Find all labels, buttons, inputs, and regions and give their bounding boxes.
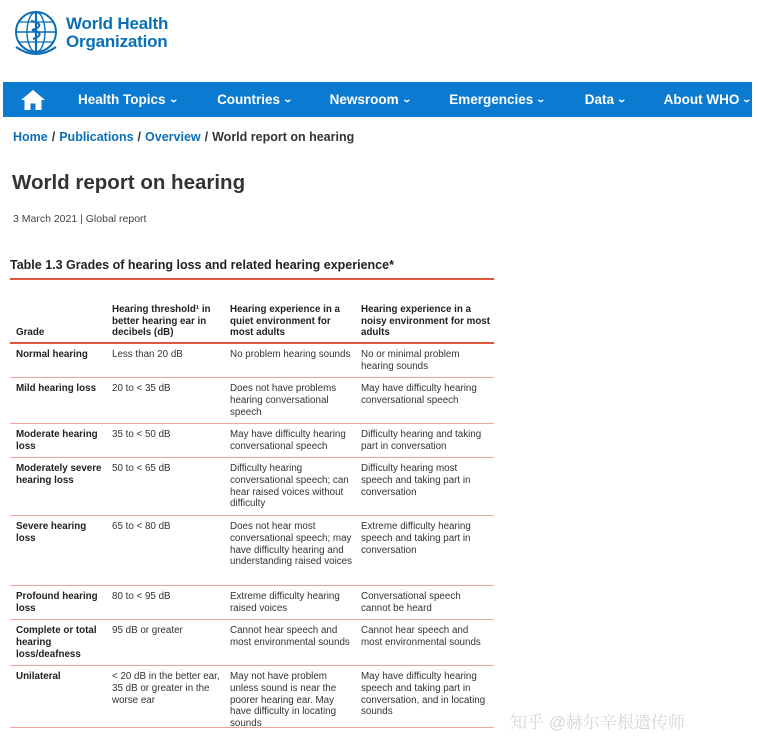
nav-item-health-topics[interactable] — [78, 92, 177, 107]
nav-item-label: Countries — [217, 92, 281, 107]
threshold-cell: 80 to < 95 dB — [112, 591, 171, 603]
grade-cell: Moderate hearing loss — [16, 429, 98, 452]
nav-item-data[interactable] — [585, 92, 626, 107]
threshold-cell: 35 to < 50 dB — [112, 429, 171, 441]
quiet-experience-cell: Cannot hear speech and most environmental sounds — [230, 625, 350, 648]
quiet-experience-cell: May not have problem unless sound is near the poorer hearing ear. May have difficulty in locating sounds — [230, 671, 337, 729]
noisy-experience-cell: Extreme difficulty hearing speech and taking part in conversation — [361, 521, 471, 556]
quiet-experience-cell: Extreme difficulty hearing raised voices — [230, 591, 340, 614]
logo-line-1: World Health — [66, 14, 169, 33]
table-row — [10, 666, 494, 728]
threshold-cell: 65 to < 80 dB — [112, 521, 171, 533]
grade-cell: Profound hearing loss — [16, 591, 98, 614]
chevron-down-icon: ⌄ — [741, 94, 753, 104]
noisy-experience-cell: May have difficulty hearing conversational speech — [361, 383, 477, 406]
column-header: Hearing experience in a quiet environment for most adults — [230, 304, 340, 339]
table-row — [10, 458, 494, 516]
nav-item-label: Data — [584, 92, 615, 107]
nav-item-about-who[interactable] — [664, 92, 751, 107]
noisy-experience-cell: Difficulty hearing most speech and taking part in conversation — [361, 463, 471, 498]
noisy-experience-cell: Cannot hear speech and most environmental sounds — [361, 625, 481, 648]
table-row — [10, 620, 494, 666]
grade-cell: Severe hearing loss — [16, 521, 87, 544]
noisy-experience-cell: No or minimal problem hearing sounds — [361, 349, 460, 372]
publication-meta: 3 March 2021 | Global report — [13, 213, 147, 225]
quiet-experience-cell: No problem hearing sounds — [230, 349, 351, 361]
noisy-experience-cell: Conversational speech cannot be heard — [361, 591, 461, 614]
quiet-experience-cell: Difficulty hearing conversational speech; can hear raised voices without difficulty — [230, 463, 349, 510]
nav-home-button[interactable] — [3, 82, 63, 117]
watermark: 知乎 @赫尔辛根遗传师 — [510, 713, 685, 732]
breadcrumb-link-publications[interactable]: Publications — [59, 130, 134, 144]
breadcrumb-separator: / — [204, 130, 209, 144]
nav-item-label: Emergencies — [449, 92, 534, 107]
table-row — [10, 516, 494, 586]
nav-item-label: Newsroom — [329, 92, 399, 107]
column-header: Grade — [16, 327, 45, 339]
table-row — [10, 344, 494, 378]
quiet-experience-cell: Does not hear most conversational speech; may have difficulty hearing and understanding raised voices — [230, 521, 352, 568]
chevron-down-icon: ⌄ — [401, 94, 412, 104]
caption-divider — [10, 278, 494, 280]
main-nav — [3, 82, 752, 117]
nav-item-emergencies[interactable] — [449, 92, 545, 107]
noisy-experience-cell: May have difficulty hearing speech and taking part in conversation, and in locating sounds — [361, 671, 486, 718]
nav-item-label: About WHO — [663, 92, 740, 107]
home-icon — [20, 89, 46, 111]
threshold-cell: 95 dB or greater — [112, 625, 183, 637]
who-logo[interactable] — [12, 9, 168, 57]
threshold-cell: < 20 dB in the better ear, 35 dB or greater in the worse ear — [112, 671, 220, 706]
table-header-row — [10, 300, 494, 344]
table-row — [10, 586, 494, 620]
page-title: World report on hearing — [12, 171, 246, 194]
grade-cell: Moderately severe hearing loss — [16, 463, 102, 486]
threshold-cell: 50 to < 65 dB — [112, 463, 171, 475]
table-row — [10, 378, 494, 424]
chevron-down-icon: ⌄ — [535, 94, 547, 104]
noisy-experience-cell: Difficulty hearing and taking part in conversation — [361, 429, 482, 452]
hearing-loss-table — [10, 300, 494, 728]
chevron-down-icon: ⌄ — [168, 94, 179, 104]
breadcrumb-link-overview[interactable]: Overview — [145, 130, 201, 144]
column-header: Hearing experience in a noisy environment for most adults — [361, 304, 491, 339]
nav-item-newsroom[interactable] — [330, 92, 411, 107]
grade-cell: Normal hearing — [16, 349, 88, 361]
nav-item-label: Health Topics — [78, 92, 166, 107]
quiet-experience-cell: May have difficulty hearing conversational speech — [230, 429, 346, 452]
table-caption: Table 1.3 Grades of hearing loss and related hearing experience* — [10, 258, 394, 272]
grade-cell: Mild hearing loss — [16, 383, 97, 395]
grade-cell: Complete or total hearing loss/deafness — [16, 625, 97, 660]
grade-cell: Unilateral — [16, 671, 61, 683]
breadcrumb — [13, 130, 354, 144]
nav-item-countries[interactable] — [217, 92, 292, 107]
table-row — [10, 424, 494, 458]
who-emblem-icon — [12, 9, 64, 57]
chevron-down-icon: ⌄ — [282, 94, 294, 104]
threshold-cell: 20 to < 35 dB — [112, 383, 171, 395]
chevron-down-icon: ⌄ — [616, 94, 628, 104]
threshold-cell: Less than 20 dB — [112, 349, 183, 361]
quiet-experience-cell: Does not have problems hearing conversational speech — [230, 383, 337, 418]
breadcrumb-separator: / — [137, 130, 142, 144]
breadcrumb-link-home[interactable]: Home — [13, 130, 48, 144]
logo-wordmark — [66, 15, 168, 51]
breadcrumb-separator: / — [51, 130, 56, 144]
column-header: Hearing threshold¹ in better hearing ear in decibels (dB) — [112, 304, 211, 339]
breadcrumb-current: World report on hearing — [212, 130, 355, 144]
logo-line-2: Organization — [66, 32, 168, 51]
